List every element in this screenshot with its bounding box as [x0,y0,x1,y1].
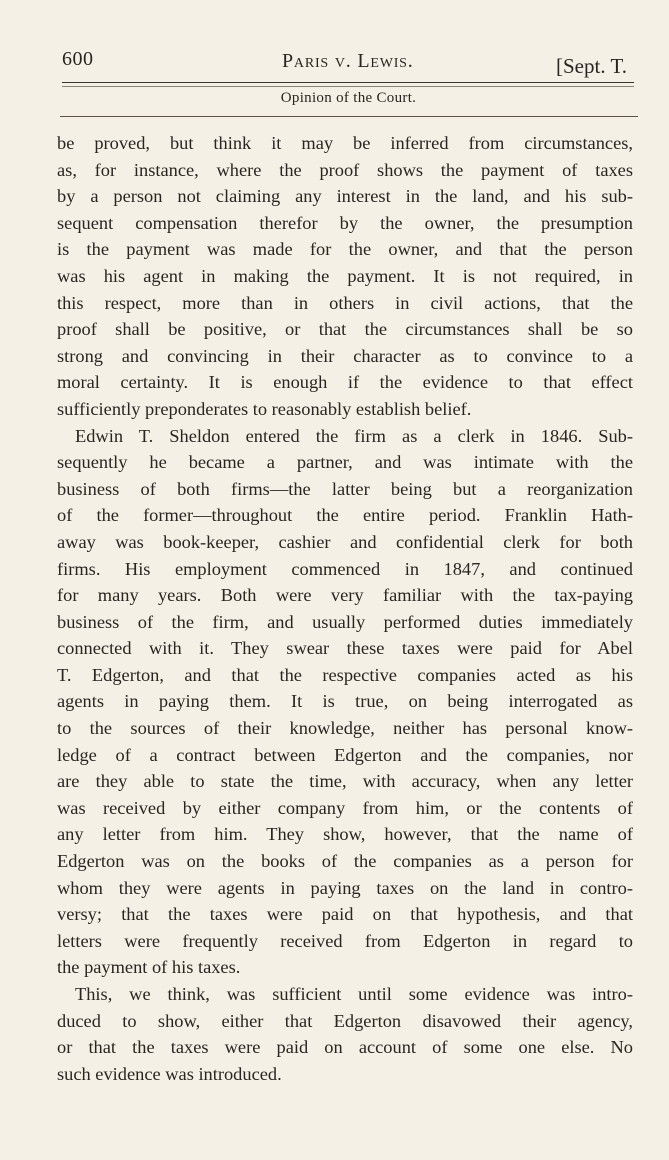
text-line: away was book-keeper, cashier and confidential clerk for both [57,531,633,552]
running-title: Paris v. Lewis. [282,50,414,72]
text-line: letters were frequently received from Edgerton in regard to [57,930,633,951]
running-header [0,42,669,82]
page-number: 600 [62,48,94,70]
text-line: business of the firm, and usually performed duties immediately [57,611,633,632]
text-line: by a person not claiming any interest in the land, and his sub- [57,186,633,207]
header-rule [62,82,634,83]
text-line: strong and convincing in their character as to convince to a [57,345,633,366]
text-line: to the sources of their knowledge, neither has personal know- [57,718,633,739]
text-line: this respect, more than in others in civil actions, that the [57,292,633,313]
text-line: sequent compensation therefor by the owner, the presumption [57,212,633,233]
text-line: as, for instance, where the proof shows the payment of taxes [57,159,633,180]
text-line: business of both firms—the latter being but a reorganization [57,478,633,499]
text-line: T. Edgerton, and that the respective companies acted as his [57,664,633,685]
text-line: be proved, but think it may be inferred from circumstances, [57,133,633,153]
text-line: ledge of a contract between Edgerton and the companies, nor [57,744,633,765]
text-line: is the payment was made for the owner, and that the person [57,239,633,260]
text-line: agents in paying them. It is true, on being interrogated as [57,691,633,712]
opinion-body [57,130,633,1087]
text-line: such evidence was introduced. [57,1063,282,1084]
text-line: Edwin T. Sheldon entered the firm as a clerk in 1846. Sub- [75,425,633,446]
text-line: sufficiently preponderates to reasonably establish belief. [57,398,472,419]
text-line: was his agent in making the payment. It is not required, in [57,265,633,286]
text-line: duced to show, either that Edgerton disavowed their agency, [57,1010,633,1031]
section-heading-text: Opinion of the Court. [280,90,417,106]
text-line: connected with it. They swear these taxes were paid for Abel [57,638,633,659]
text-line: or that the taxes were paid on account of some one else. No [57,1037,633,1058]
paragraph [57,423,633,981]
text-line: proof shall be positive, or that the circumstances shall be so [57,319,633,340]
running-date: [Sept. T. [556,54,627,78]
header-rule-thin [62,86,634,87]
text-line: firms. His employment commenced in 1847, and continued [57,558,633,579]
text-line: was received by either company from him, or the contents of [57,797,633,818]
text-line: This, we think, was sufficient until some evidence was intro- [75,984,633,1004]
text-line: whom they were agents in paying taxes on the land in contro- [57,877,633,898]
paragraph [57,130,633,423]
section-rule [60,116,638,117]
text-line: of the former—throughout the entire period. Franklin Hath- [57,505,633,526]
paragraph [57,981,633,1087]
section-heading [0,90,669,107]
text-line: for many years. Both were very familiar with the tax-paying [57,585,633,606]
text-line: moral certainty. It is enough if the evidence to that effect [57,372,633,393]
text-line: are they able to state the time, with accuracy, when any letter [57,771,633,792]
text-line: the payment of his taxes. [57,957,241,978]
text-line: Edgerton was on the books of the companies as a person for [57,851,633,872]
text-line: sequently he became a partner, and was intimate with the [57,452,633,473]
text-line: any letter from him. They show, however, that the name of [57,824,633,845]
text-line: versy; that the taxes were paid on that hypothesis, and that [57,904,633,925]
